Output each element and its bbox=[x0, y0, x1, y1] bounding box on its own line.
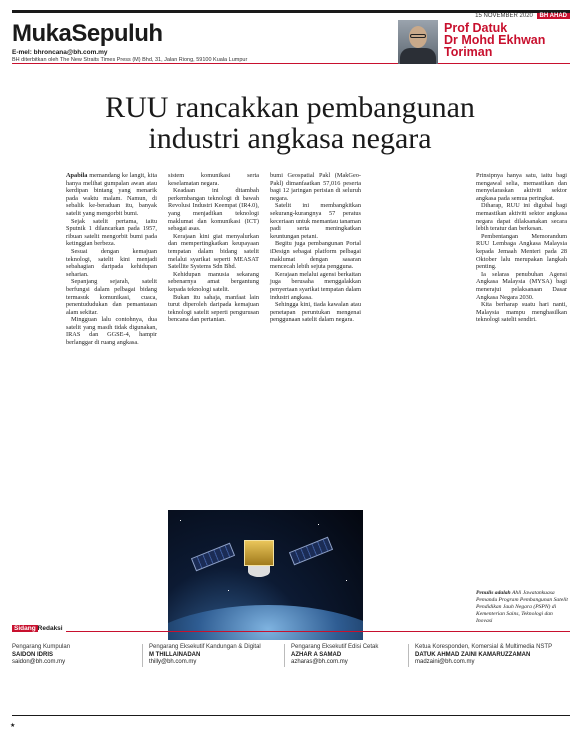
satellite-dish bbox=[248, 566, 270, 577]
paragraph: Bukan itu sahaja, manfaat lain turut diperoleh daripada kemajuan teknologi satelit seperti pengurusan bencana dan pertanian. bbox=[168, 293, 259, 324]
footer-rule bbox=[12, 715, 570, 716]
email-address[interactable]: E-mel: bhroncana@bh.com.my bbox=[12, 49, 108, 56]
staff-role: Pengarang Eksekutif Edisi Cetak bbox=[291, 644, 379, 650]
paragraph: Mingguan lalu contohnya, dua satelit yang masih tidak digunakan, IRAS dan GGSE-4, hampir berlanggar di ruang angkasa. bbox=[66, 316, 157, 347]
paragraph: Sesuai dengan kemajuan teknologi, satelit kini menjadi sebahagian daripada kehidupan seharian. bbox=[66, 247, 157, 278]
staff-email[interactable]: madzaini@bh.com.my bbox=[415, 659, 475, 665]
staff-entry bbox=[284, 644, 404, 667]
paragraph: Apabila memandang ke langit, kita hanya melihat gumpalan awan atau kerdipan bintang yang menarik pada waktu malam. Namun, di sebalik ke-beraduan itu, banyak satelit yang mengorbit bumi. bbox=[66, 172, 157, 217]
lead-word: Apabila bbox=[66, 172, 88, 179]
paragraph: Prinsipnya hanya satu, iaitu bagi mengawal selia, memastikan dan menyelaraskan aktiviti sektor angkasa pada semua peringkat. bbox=[476, 172, 567, 202]
staff-entry bbox=[142, 644, 282, 667]
author-credit bbox=[476, 590, 568, 625]
solar-panel-right bbox=[289, 537, 333, 566]
column-2 bbox=[168, 172, 259, 324]
paragraph: Ia selaras penubuhan Agensi Angkasa Malaysia (MYSA) bagi menerajui pelaksanaan Dasar Angkasa Negara 2030. bbox=[476, 270, 567, 301]
star bbox=[228, 590, 229, 591]
paragraph: sistem komunikasi serta keselamatan negara. bbox=[168, 172, 259, 187]
staff-email[interactable]: thilly@bh.com.my bbox=[149, 659, 197, 665]
paragraph: Keadaan ini ditambah perkembangan teknologi di bawah Revolusi Industri Keempat (IR4.0), yang menjadikan teknologi maklumat dan komunikasi (ICT) sebagai asas. bbox=[168, 187, 259, 233]
credit-text: Ahli Jawatankuasa Pemandu Program Pembangunan Satelit Pendidikan Jauh Negara (PSPN) di Kementerian Sains, Teknologi dan Inovasi bbox=[476, 590, 568, 624]
paragraph: Kehidupan manusia sekarang sebenarnya amat bergantung kepada teknologi satelit. bbox=[168, 270, 259, 293]
brand-badge: BH AHAD bbox=[537, 13, 570, 19]
staff-name: DATUK AHMAD ZAINI KAMARUZZAMAN bbox=[415, 651, 531, 658]
star bbox=[346, 580, 347, 581]
column-3 bbox=[270, 172, 361, 324]
paragraph: Diharap, RUU ini digubal bagi memastikan aktiviti sektor angkasa negara dapat dilaksanakan secara lebih teratur dan berkesan. bbox=[476, 202, 567, 233]
star-icon: ★ bbox=[10, 723, 16, 729]
headline-line1: RUU rancakkan pembangunan bbox=[105, 91, 475, 124]
paragraph: Kerajaan kini giat menyalurkan dan mempertingkatkan keupayaan tempatan dalam bidang satelit melalui syarikat seperti MEASAT Satellite Systems Sdn Bhd. bbox=[168, 232, 259, 271]
author-name-line2: Toriman bbox=[444, 45, 493, 59]
paragraph: Pembentangan Memorandum RUU Lembaga Angkasa Malaysia kepada Jemaah Menteri pada 28 Oktober lalu merupakan langkah penting. bbox=[476, 232, 567, 271]
star bbox=[318, 524, 319, 525]
masthead-divider bbox=[12, 63, 570, 64]
paragraph: Kita berharap suatu hari nanti, Malaysia mampu menghasilkan teknologi satelit sendiri. bbox=[476, 301, 567, 324]
staff-name: AZHAR A SAMAD bbox=[291, 651, 342, 658]
author-name-line1: Dr Mohd Ekhwan bbox=[444, 33, 546, 47]
satellite-image bbox=[168, 510, 363, 640]
credit-label: Penulis adalah bbox=[476, 590, 511, 596]
staff-role: Ketua Koresponden, Komersial & Multimedia NSTP bbox=[415, 644, 553, 650]
staff-email[interactable]: azharas@bh.com.my bbox=[291, 659, 348, 665]
staff-name: SAIDON IDRIS bbox=[12, 651, 54, 658]
author-title: Prof Datuk bbox=[444, 21, 508, 35]
date-text: 15 NOVEMBER 2020 bbox=[475, 13, 533, 19]
section-title: MukaSepuluh bbox=[12, 20, 163, 47]
paragraph: Satelit ini membangkitkan sekurang-kurangnya 57 peratus keceriaan untuk memantau tanaman padi serta meningkatkan keuntungan petani. bbox=[270, 202, 361, 240]
paragraph: Sehingga kini, tiada kawalan atau penetapan peruntukan mengenai penggunaan satelit dalam negara. bbox=[270, 301, 361, 324]
editorial-board-tag: Sidang Redaksi bbox=[12, 625, 66, 632]
earth-shape bbox=[168, 605, 363, 640]
solar-panel-left bbox=[191, 543, 235, 572]
paragraph: Begitu juga pembangunan Portal iDesign sebagai platform pelbagai maklumat dengan sasaran mencecah lebih sejuta pengguna. bbox=[270, 240, 361, 271]
staff-email[interactable]: saidon@bh.com.my bbox=[12, 659, 66, 665]
publisher-line: BH diterbitkan oleh The New Straits Times Press (M) Bhd, 31, Jalan Riong, 59100 Kuala Lumpur bbox=[12, 57, 248, 63]
column-1 bbox=[66, 172, 157, 347]
satellite-body bbox=[244, 540, 274, 566]
paragraph: Kerajaan melalui agensi berkaitan juga berusaha menggalakkan penyertaan syarikat tempatan dalam industri angkasa. bbox=[270, 270, 361, 301]
column-4 bbox=[476, 172, 567, 324]
star bbox=[180, 520, 181, 521]
staff-role: Pengarang Eksekutif Kandungan & Digital bbox=[149, 644, 261, 650]
headline bbox=[12, 92, 568, 154]
staff-name: M THILLAINADAN bbox=[149, 651, 201, 658]
author-byline bbox=[444, 22, 545, 58]
masthead bbox=[12, 22, 247, 63]
paragraph: Sejak satelit pertama, iaitu Sputnik 1 dilancarkan pada 1957, ribuan satelit mengorbit bumi pada ketinggian berbeza. bbox=[66, 217, 157, 248]
paragraph: Sepanjang sejarah, satelit berfungsi dalam pelbagai bidang termasuk komunikasi, cuaca, penentududukan dan pemantauan alam sekitar. bbox=[66, 278, 157, 316]
author-photo bbox=[398, 20, 438, 64]
paragraph: bumi Geospatial Pakl (MakGeo-Pakl) dimanfaatkan 57,016 peserta bagi 12 jaringan perisian di seluruh negara. bbox=[270, 172, 361, 202]
editorial-board bbox=[12, 625, 570, 665]
staff-entry bbox=[12, 644, 147, 667]
staff-role: Pengarang Kumpulan bbox=[12, 644, 71, 650]
headline-line2: industri angkasa negara bbox=[148, 122, 432, 155]
issue-date bbox=[475, 13, 570, 19]
staff-entry bbox=[408, 644, 570, 667]
